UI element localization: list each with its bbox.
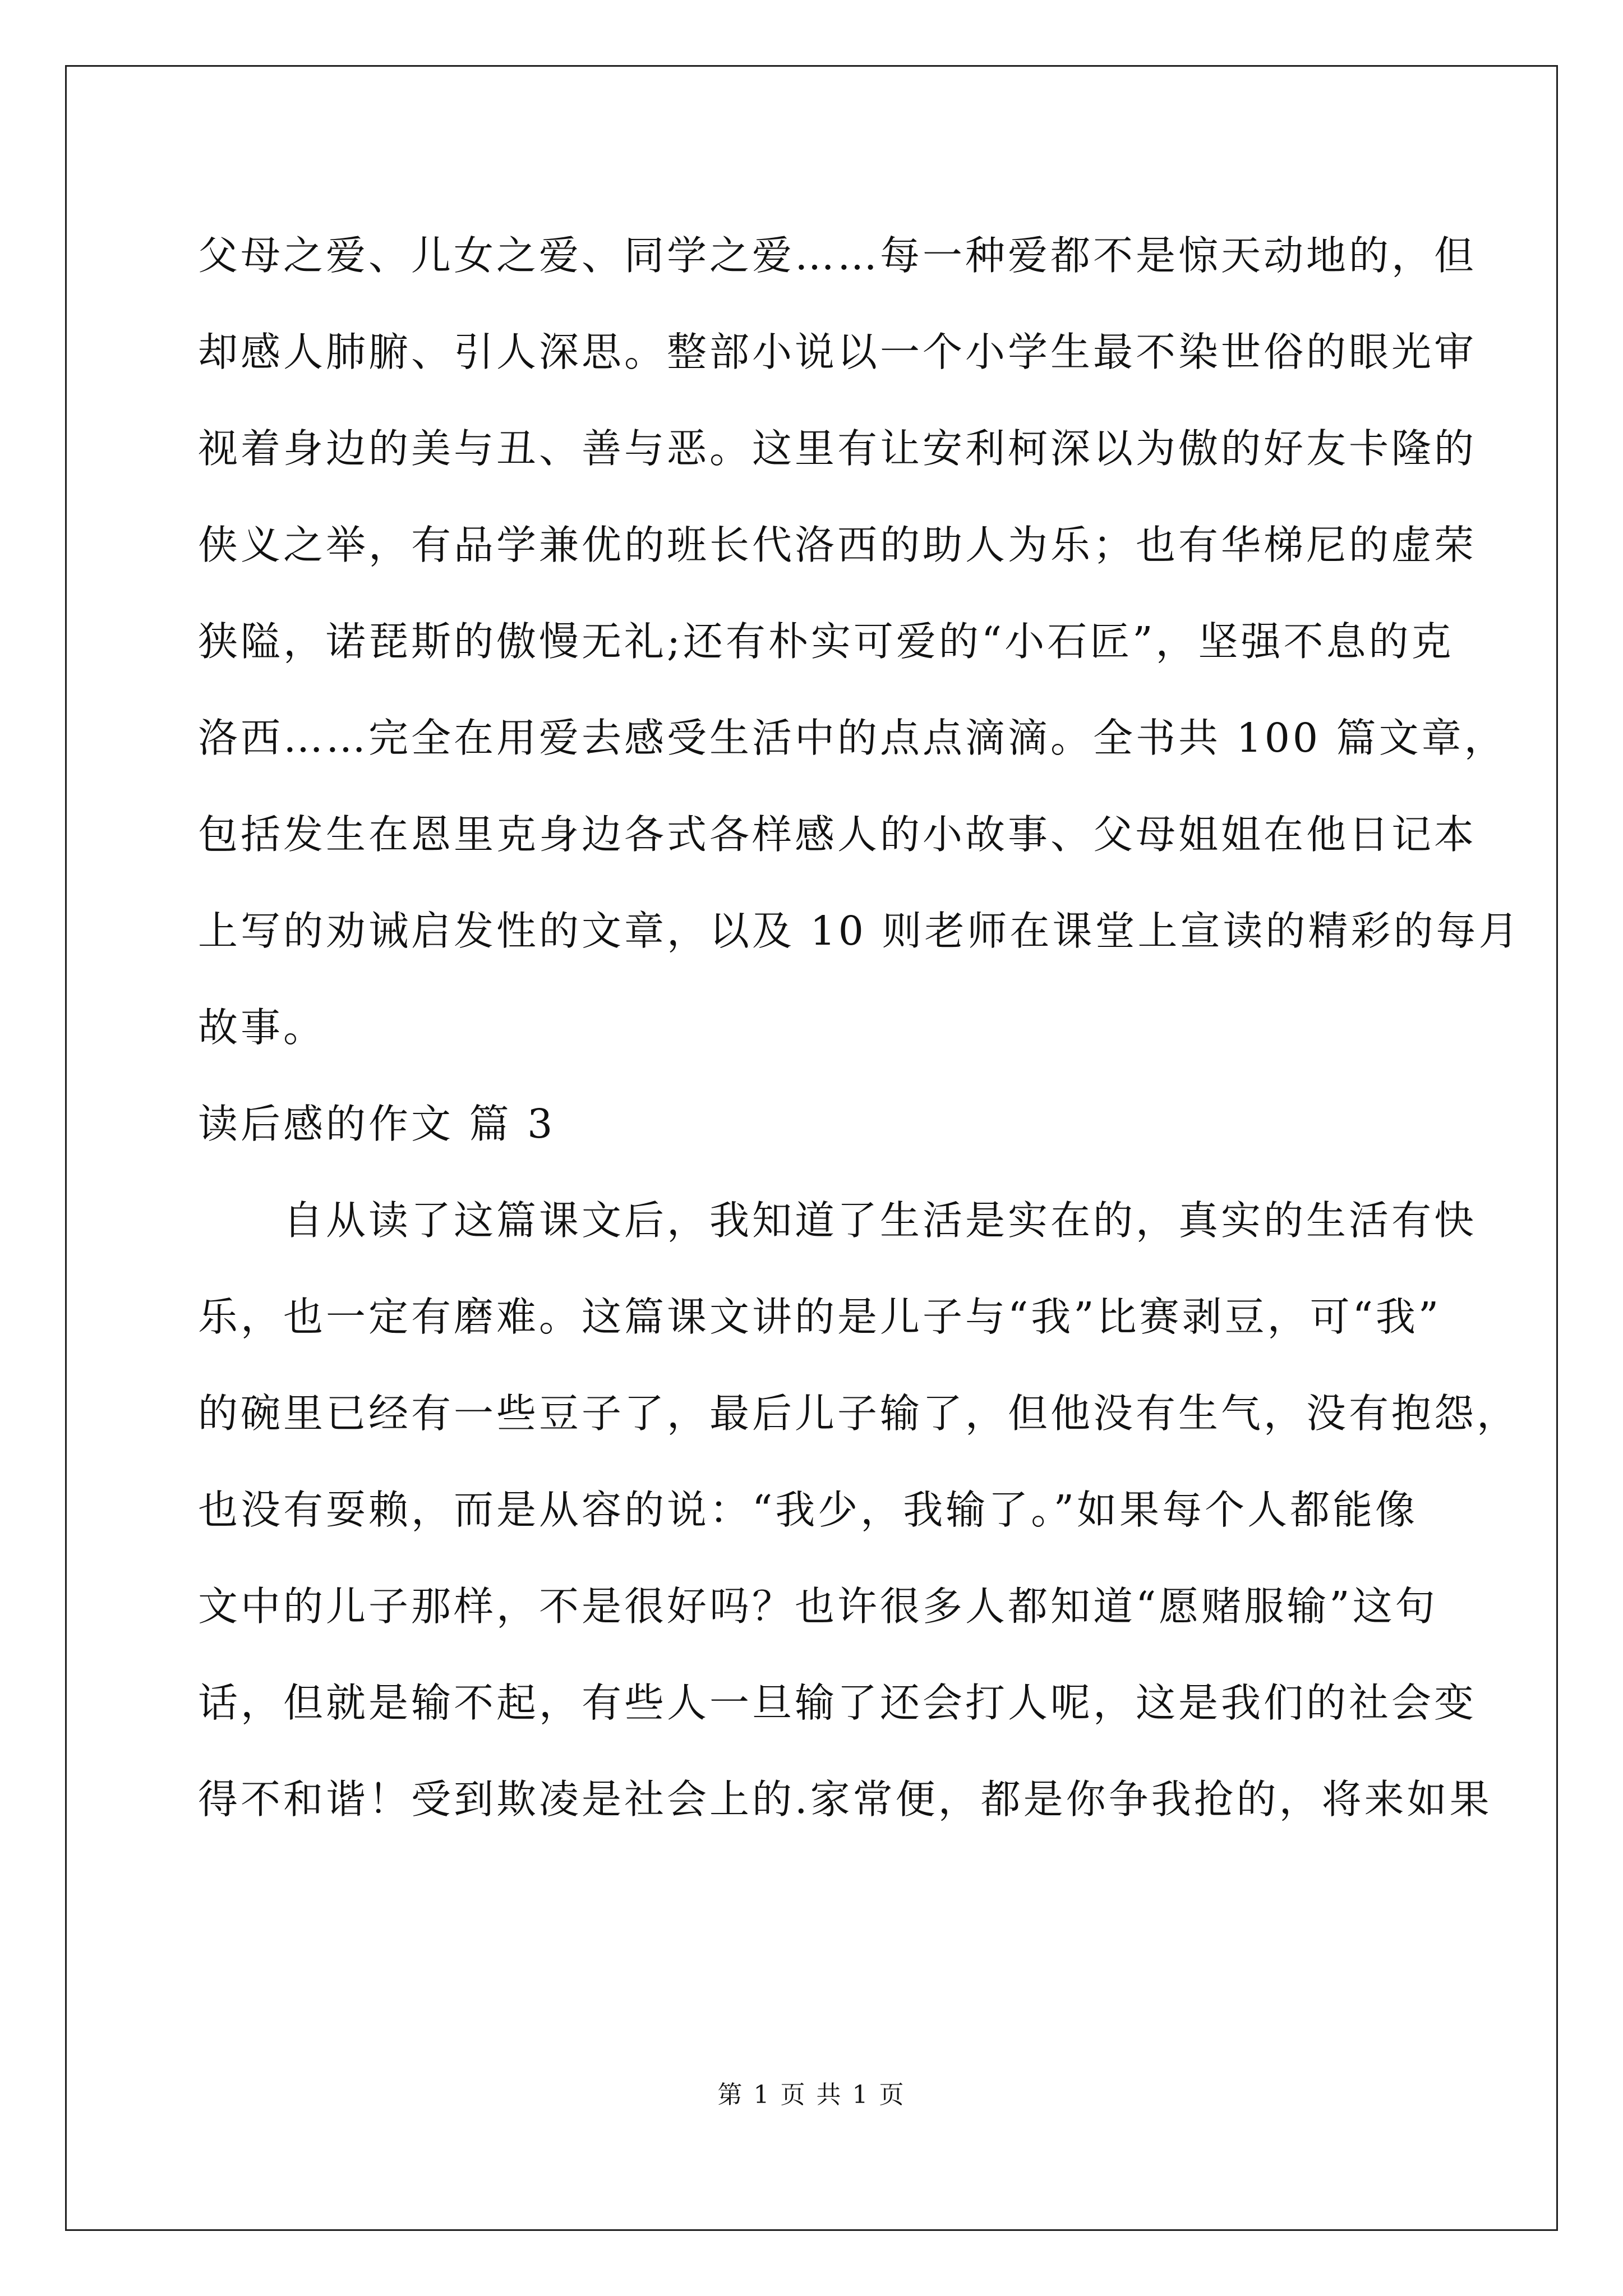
paragraph-1 [198, 208, 1521, 1076]
text-line: 自从读了这篇课文后，我知道了生活是实在的，真实的生活有快 [283, 1197, 1477, 1244]
text-line: 包括发生在恩里克身边各式各样感人的小故事、父母姐姐在他日记本 [198, 811, 1477, 858]
text-line: 话，但就是输不起，有些人一旦输了还会打人呢，这是我们的社会变 [198, 1680, 1477, 1726]
text-line: 却感人肺腑、引人深思。整部小说以一个小学生最不染世俗的眼光审 [198, 329, 1477, 375]
section-heading: 读后感的作文 篇 3 [198, 1101, 556, 1147]
text-line: 狭隘，诺琵斯的傲慢无礼;还有朴实可爱的“小石匠”，坚强不息的克 [198, 618, 1454, 665]
text-line: 得不和谐！受到欺凌是社会上的.家常便，都是你争我抢的，将来如果 [198, 1776, 1492, 1823]
text-line: 洛西……完全在用爱去感受生活中的点点滴滴。全书共 100 篇文章， [198, 715, 1507, 761]
text-line: 乐，也一定有磨难。这篇课文讲的是儿子与“我”比赛剥豆，可“我” [198, 1294, 1442, 1340]
text-line: 也没有耍赖，而是从容的说：“我少，我输了。”如果每个人都能像 [198, 1487, 1418, 1533]
text-line: 故事。 [198, 1004, 326, 1051]
text-line: 的碗里已经有一些豆子了，最后儿子输了，但他没有生气，没有抱怨， [198, 1390, 1520, 1437]
text-line: 侠义之举，有品学兼优的班长代洛西的助人为乐；也有华梯尼的虚荣 [198, 522, 1477, 568]
text-line: 父母之爱、儿女之爱、同学之爱……每一种爱都不是惊天动地的，但 [198, 232, 1477, 279]
page-footer: 第 1 页 共 1 页 [717, 2081, 906, 2109]
paragraph-2 [198, 1172, 1520, 1848]
text-line: 文中的儿子那样，不是很好吗？也许很多人都知道“愿赌服输”这句 [198, 1583, 1438, 1630]
document-body [198, 208, 1521, 1848]
text-line: 上写的劝诫启发性的文章，以及 10 则老师在课堂上宣读的精彩的每月 [198, 908, 1521, 954]
text-line: 视着身边的美与丑、善与恶。这里有让安利柯深以为傲的好友卡隆的 [198, 425, 1477, 472]
